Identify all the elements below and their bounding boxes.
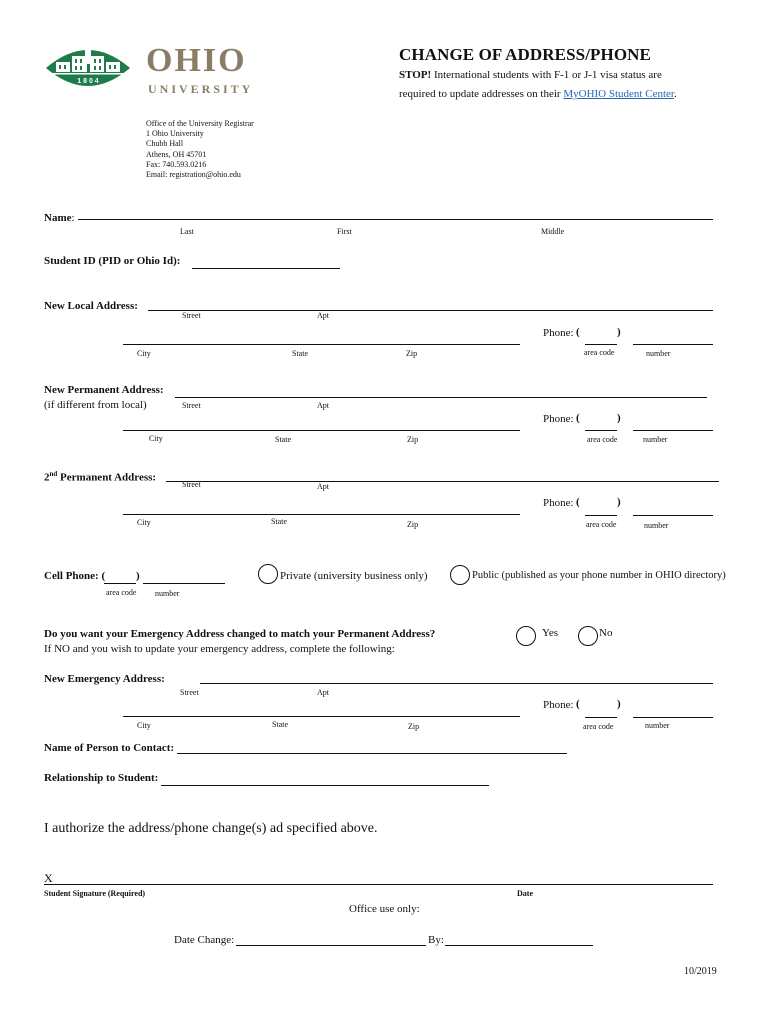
no-label: No xyxy=(599,627,613,639)
number-sublabel: number xyxy=(644,521,669,530)
permanent-address-label: New Permanent Address: xyxy=(44,384,164,396)
emergency-street-field[interactable] xyxy=(200,683,713,684)
phone-open-paren: ( xyxy=(576,496,580,508)
phone-close-paren: ) xyxy=(617,326,621,338)
revision-date: 10/2019 xyxy=(684,966,717,977)
address-line: 1 Ohio University xyxy=(146,129,204,139)
street-sublabel: Street xyxy=(182,401,201,410)
apt-sublabel: Apt xyxy=(317,311,329,320)
street-sublabel: Street xyxy=(182,311,201,320)
no-radio[interactable] xyxy=(578,626,598,646)
notice-end: . xyxy=(673,88,677,100)
public-radio[interactable] xyxy=(450,565,470,585)
number-sublabel: number xyxy=(646,349,671,358)
student-id-label: Student ID (PID or Ohio Id): xyxy=(44,255,181,267)
myohio-link[interactable]: MyOHIO Student Center xyxy=(563,88,674,100)
permanent-number-field[interactable] xyxy=(633,430,713,431)
signature-label: Student Signature (Required) xyxy=(44,889,146,898)
address-line: Chubb Hall xyxy=(146,139,184,149)
yes-label: Yes xyxy=(542,627,559,639)
emergency-number-field[interactable] xyxy=(633,717,713,718)
number-sublabel: number xyxy=(155,589,180,598)
name-label: Name: xyxy=(44,212,75,224)
second-street-field[interactable] xyxy=(166,481,719,482)
yes-radio[interactable] xyxy=(516,626,536,646)
phone-label: Phone: xyxy=(543,497,574,509)
phone-label: Phone: xyxy=(543,699,574,711)
intl-notice xyxy=(399,66,699,104)
by-label: By: xyxy=(428,934,444,946)
page-title: CHANGE OF ADDRESS/PHONE xyxy=(399,45,651,64)
state-sublabel: State xyxy=(275,435,291,444)
apt-sublabel: Apt xyxy=(317,401,329,410)
local-number-field[interactable] xyxy=(633,344,713,345)
contact-label: Name of Person to Contact: xyxy=(44,742,175,754)
logo-name: OHIO xyxy=(146,42,247,79)
phone-close-paren: ) xyxy=(617,496,621,508)
emergency-question: Do you want your Emergency Address changed to match your Permanent Address? xyxy=(44,628,436,640)
phone-open-paren: ( xyxy=(576,326,580,338)
address-line: Athens, OH 45701 xyxy=(146,149,207,159)
local-address-label: New Local Address: xyxy=(44,300,138,312)
logo-year: 1 8 0 4 xyxy=(77,78,99,85)
local-area-code-field[interactable] xyxy=(585,344,617,345)
second-number-field[interactable] xyxy=(633,515,713,516)
private-label: Private (university business only) xyxy=(280,570,428,582)
emergency-area-code-field[interactable] xyxy=(585,717,617,718)
city-sublabel: City xyxy=(137,349,151,358)
emergency-instruction: If NO and you wish to update your emergency address, complete the following: xyxy=(44,643,395,655)
phone-open-paren: ( xyxy=(576,412,580,424)
zip-sublabel: Zip xyxy=(407,520,419,529)
emergency-address-label: New Emergency Address: xyxy=(44,673,165,685)
permanent-area-code-field[interactable] xyxy=(585,430,617,431)
registrar-address xyxy=(146,119,254,180)
address-line: Fax: 740.593.0216 xyxy=(146,159,207,169)
cell-close-paren: ) xyxy=(136,570,140,582)
relationship-field[interactable] xyxy=(161,785,489,786)
middle-sublabel: Middle xyxy=(541,227,565,236)
emergency-city-field[interactable] xyxy=(123,716,520,717)
address-line: Office of the University Registrar xyxy=(146,119,254,128)
name-field[interactable] xyxy=(78,219,713,220)
phone-label: Phone: xyxy=(543,327,574,339)
apt-sublabel: Apt xyxy=(317,482,329,491)
number-sublabel: number xyxy=(645,721,670,730)
apt-sublabel: Apt xyxy=(317,688,329,697)
phone-open-paren: ( xyxy=(576,698,580,710)
office-use-heading: Office use only: xyxy=(349,903,420,915)
second-city-field[interactable] xyxy=(123,514,520,515)
street-sublabel: Street xyxy=(180,688,199,697)
notice-text: International students with F-1 or J-1 visa status are required to update addresses on their xyxy=(399,69,662,100)
zip-sublabel: Zip xyxy=(406,349,418,358)
address-line: Email: registration@ohio.edu xyxy=(146,170,241,180)
state-sublabel: State xyxy=(292,349,308,358)
area-code-sublabel: area code xyxy=(583,722,614,731)
state-sublabel: State xyxy=(272,720,288,729)
public-label: Public (published as your phone number in OHIO directory) xyxy=(472,570,726,581)
student-id-field[interactable] xyxy=(192,268,340,269)
private-radio[interactable] xyxy=(258,564,278,584)
area-code-sublabel: area code xyxy=(584,348,615,357)
contact-field[interactable] xyxy=(177,753,567,754)
city-sublabel: City xyxy=(137,721,151,730)
logo-seal-icon xyxy=(42,38,134,96)
authorization-statement: I authorize the address/phone change(s) ad specified above. xyxy=(44,821,378,836)
first-sublabel: First xyxy=(337,227,352,236)
zip-sublabel: Zip xyxy=(408,722,420,731)
street-sublabel: Street xyxy=(182,480,201,489)
relationship-label: Relationship to Student: xyxy=(44,772,159,784)
date-label: Date xyxy=(517,889,533,898)
area-code-sublabel: area code xyxy=(106,588,137,597)
cell-phone-label: Cell Phone: ( xyxy=(44,570,106,582)
date-change-label: Date Change: xyxy=(174,934,235,946)
number-sublabel: number xyxy=(643,435,668,444)
stop-label: STOP! xyxy=(399,69,432,81)
phone-close-paren: ) xyxy=(617,412,621,424)
local-street-field[interactable] xyxy=(148,310,713,311)
university-logo xyxy=(42,38,267,98)
second-address-label: 2nd Permanent Address: xyxy=(44,470,157,484)
city-sublabel: City xyxy=(149,434,163,443)
area-code-sublabel: area code xyxy=(586,520,617,529)
logo-subtitle: UNIVERSITY xyxy=(148,82,254,96)
area-code-sublabel: area code xyxy=(587,435,618,444)
city-sublabel: City xyxy=(137,518,151,527)
local-city-field[interactable] xyxy=(123,344,520,345)
second-area-code-field[interactable] xyxy=(585,515,617,516)
signature-x: X xyxy=(44,871,53,885)
zip-sublabel: Zip xyxy=(407,435,419,444)
permanent-street-field[interactable] xyxy=(175,397,707,398)
permanent-city-field[interactable] xyxy=(123,430,520,431)
phone-close-paren: ) xyxy=(617,698,621,710)
cell-number-field[interactable] xyxy=(143,583,225,584)
phone-label: Phone: xyxy=(543,413,574,425)
permanent-note: (if different from local) xyxy=(44,399,147,411)
signature-field[interactable] xyxy=(44,884,713,885)
by-field[interactable] xyxy=(445,945,593,946)
state-sublabel: State xyxy=(271,517,287,526)
cell-area-code-field[interactable] xyxy=(104,583,136,584)
date-change-field[interactable] xyxy=(236,945,426,946)
last-sublabel: Last xyxy=(180,227,194,236)
